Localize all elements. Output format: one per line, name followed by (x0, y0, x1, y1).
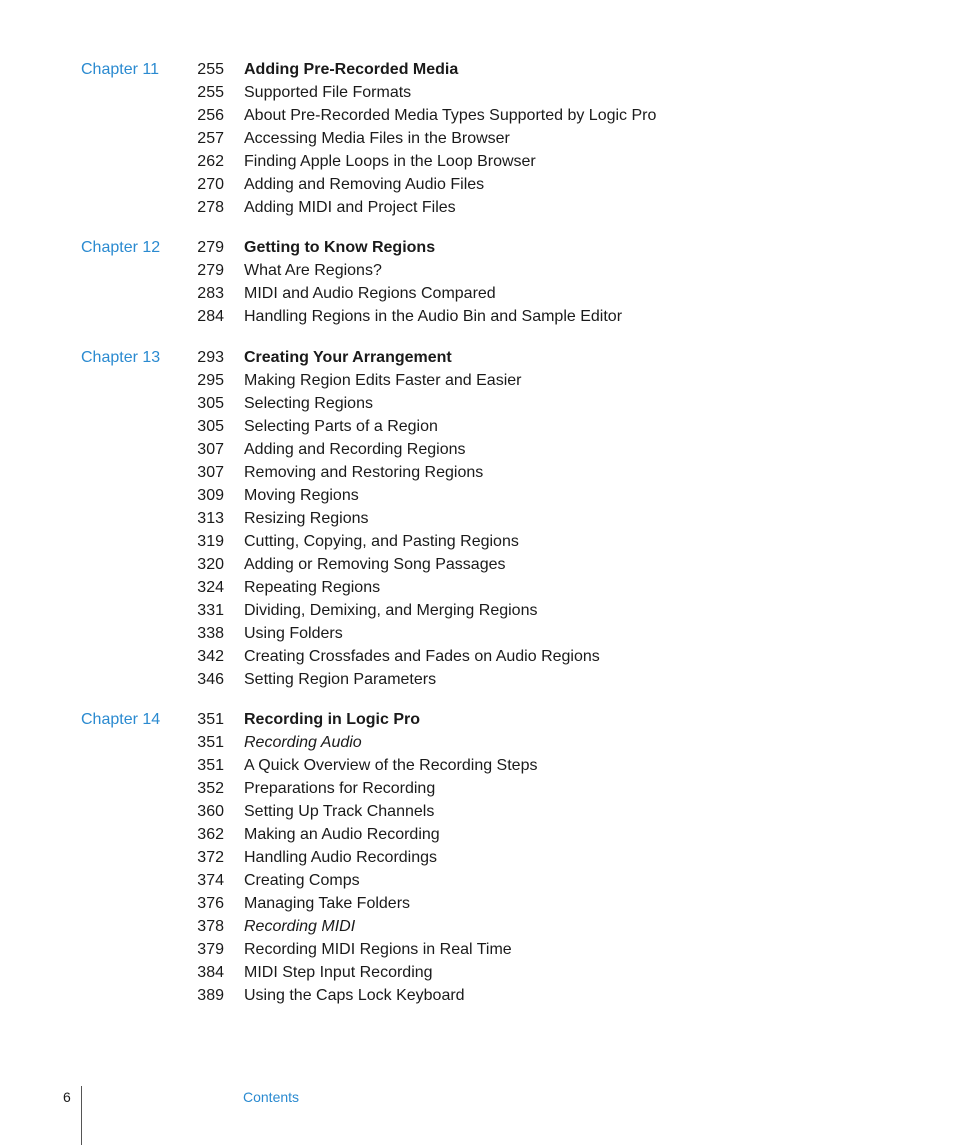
toc-entry[interactable] (0, 915, 954, 938)
toc-entry[interactable] (0, 823, 954, 846)
toc-entry-title: MIDI Step Input Recording (244, 964, 433, 981)
toc-page-number: 307 (197, 464, 224, 481)
toc-entry[interactable] (0, 507, 954, 530)
toc-entry-title: Making Region Edits Faster and Easier (244, 372, 522, 389)
toc-page-number: 346 (197, 671, 224, 688)
toc-entry-title: Creating Your Arrangement (244, 349, 452, 366)
toc-page-number: 342 (197, 648, 224, 665)
toc-entry[interactable] (0, 196, 954, 219)
toc-entry[interactable] (0, 668, 954, 691)
toc-entry[interactable] (0, 984, 954, 1007)
chapter-block (0, 346, 954, 691)
toc-page-number: 378 (197, 918, 224, 935)
toc-page-number: 305 (197, 418, 224, 435)
toc-page-number: 309 (197, 487, 224, 504)
toc-entry[interactable] (0, 754, 954, 777)
toc-page-number: 362 (197, 826, 224, 843)
toc-page-number: 351 (197, 757, 224, 774)
toc-entry[interactable] (0, 800, 954, 823)
toc-entry[interactable] (0, 622, 954, 645)
toc-entry[interactable] (0, 484, 954, 507)
toc-page-number: 257 (197, 130, 224, 147)
toc-page-number: 256 (197, 107, 224, 124)
toc-entry-title: Dividing, Demixing, and Merging Regions (244, 602, 538, 619)
toc-entry-title: Selecting Parts of a Region (244, 418, 438, 435)
chapter-block (0, 708, 954, 1007)
toc-entry-title: Making an Audio Recording (244, 826, 440, 843)
chapter-heading-entry[interactable] (0, 346, 954, 369)
toc-entry-title: Finding Apple Loops in the Loop Browser (244, 153, 536, 170)
toc-page-number: 384 (197, 964, 224, 981)
toc-entry-title: Using the Caps Lock Keyboard (244, 987, 465, 1004)
toc-page-number: 331 (197, 602, 224, 619)
toc-page-number: 283 (197, 285, 224, 302)
toc-page-number: 279 (197, 239, 224, 256)
toc-entry[interactable] (0, 892, 954, 915)
toc-page-number: 278 (197, 199, 224, 216)
chapter-label: Chapter 13 (81, 349, 161, 366)
toc-entry-title: Adding MIDI and Project Files (244, 199, 456, 216)
toc-entry-title: Cutting, Copying, and Pasting Regions (244, 533, 519, 550)
toc-entry-title: Adding and Recording Regions (244, 441, 466, 458)
toc-page-number: 376 (197, 895, 224, 912)
toc-entry[interactable] (0, 553, 954, 576)
toc-page-number: 270 (197, 176, 224, 193)
toc-page-number: 324 (197, 579, 224, 596)
footer-page-number: 6 (63, 1089, 71, 1105)
chapter-heading-entry[interactable] (0, 236, 954, 259)
chapter-heading-entry[interactable] (0, 708, 954, 731)
chapter-block (0, 58, 954, 219)
toc-entry-title: Recording MIDI Regions in Real Time (244, 941, 512, 958)
toc-entry[interactable] (0, 150, 954, 173)
toc-page-number: 379 (197, 941, 224, 958)
chapter-label: Chapter 11 (81, 61, 159, 78)
toc-page-number: 372 (197, 849, 224, 866)
toc-page-number: 352 (197, 780, 224, 797)
toc-page-number: 284 (197, 308, 224, 325)
toc-page-number: 338 (197, 625, 224, 642)
footer-divider (81, 1086, 82, 1145)
toc-entry[interactable] (0, 576, 954, 599)
toc-entry-title: Adding and Removing Audio Files (244, 176, 485, 193)
toc-page-number: 389 (197, 987, 224, 1004)
toc-entry[interactable] (0, 369, 954, 392)
toc-entry-title: Recording in Logic Pro (244, 711, 421, 728)
toc-entry-title: Creating Comps (244, 872, 360, 889)
toc-entry-title: Creating Crossfades and Fades on Audio Regions (244, 648, 600, 665)
toc-entry[interactable] (0, 259, 954, 282)
toc-page-number: 293 (197, 349, 224, 366)
toc-entry[interactable] (0, 305, 954, 328)
toc-page-number: 262 (197, 153, 224, 170)
toc-entry[interactable] (0, 777, 954, 800)
toc-page-number: 255 (197, 61, 224, 78)
toc-entry[interactable] (0, 645, 954, 668)
toc-entry-title: Managing Take Folders (244, 895, 411, 912)
toc-entry-title: Supported File Formats (244, 84, 412, 101)
toc-entry[interactable] (0, 938, 954, 961)
toc-entry-title: Setting Region Parameters (244, 671, 437, 688)
toc-entry-title: Removing and Restoring Regions (244, 464, 484, 481)
toc-entry[interactable] (0, 415, 954, 438)
toc-entry[interactable] (0, 127, 954, 150)
chapter-label: Chapter 12 (81, 239, 161, 256)
toc-entry[interactable] (0, 846, 954, 869)
toc-entry-title: Accessing Media Files in the Browser (244, 130, 510, 147)
toc-entry[interactable] (0, 438, 954, 461)
chapter-heading-entry[interactable] (0, 58, 954, 81)
toc-page-number: 320 (197, 556, 224, 573)
toc-entry-title: Adding or Removing Song Passages (244, 556, 506, 573)
toc-entry-title: Recording MIDI (244, 918, 356, 935)
toc-entry-title: Getting to Know Regions (244, 239, 436, 256)
toc-entry[interactable] (0, 530, 954, 553)
toc-entry[interactable] (0, 599, 954, 622)
toc-entry-title: Repeating Regions (244, 579, 381, 596)
chapter-label: Chapter 14 (81, 711, 161, 728)
toc-page-number: 307 (197, 441, 224, 458)
toc-entry-title: MIDI and Audio Regions Compared (244, 285, 496, 302)
toc-page-number: 374 (197, 872, 224, 889)
toc-page-number: 351 (197, 734, 224, 751)
toc-page-number: 279 (197, 262, 224, 279)
toc-entry[interactable] (0, 392, 954, 415)
toc-entry-title: Using Folders (244, 625, 343, 642)
chapter-block (0, 236, 954, 328)
toc-page-number: 313 (197, 510, 224, 527)
toc-entry-title: Setting Up Track Channels (244, 803, 435, 820)
toc-entry[interactable] (0, 869, 954, 892)
toc-entry-title: What Are Regions? (244, 262, 382, 279)
toc-entry[interactable] (0, 961, 954, 984)
toc-entry-title: Handling Regions in the Audio Bin and Sample Editor (244, 308, 623, 325)
toc-entry-title: Adding Pre-Recorded Media (244, 61, 459, 78)
toc-entry[interactable] (0, 104, 954, 127)
toc-entry-title: A Quick Overview of the Recording Steps (244, 757, 538, 774)
toc-page-number: 305 (197, 395, 224, 412)
toc-entry-title: Moving Regions (244, 487, 359, 504)
toc-entry-title: About Pre-Recorded Media Types Supported by Logic Pro (244, 107, 657, 124)
toc-entry[interactable] (0, 81, 954, 104)
toc-page-number: 360 (197, 803, 224, 820)
toc-entry[interactable] (0, 461, 954, 484)
toc-entry[interactable] (0, 731, 954, 754)
toc-entry-title: Resizing Regions (244, 510, 369, 527)
toc-page-number: 255 (197, 84, 224, 101)
toc-page-number: 319 (197, 533, 224, 550)
toc-entry-title: Preparations for Recording (244, 780, 436, 797)
toc-entry[interactable] (0, 282, 954, 305)
toc-page-number: 351 (197, 711, 224, 728)
toc-entry[interactable] (0, 173, 954, 196)
toc-entry-title: Selecting Regions (244, 395, 373, 412)
toc-entry-title: Recording Audio (244, 734, 362, 751)
toc-entry-title: Handling Audio Recordings (244, 849, 438, 866)
toc-page-number: 295 (197, 372, 224, 389)
footer-section-label: Contents (243, 1089, 300, 1105)
